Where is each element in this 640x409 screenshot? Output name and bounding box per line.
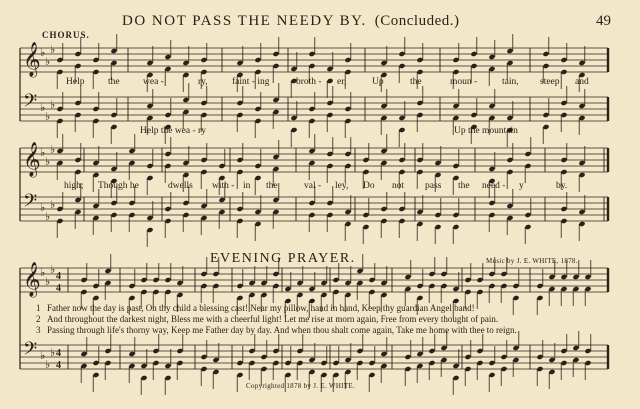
lyric-steep: steep bbox=[540, 77, 560, 87]
flat-sign-icon: ♭ bbox=[45, 276, 51, 288]
flat-sign-icon: ♭ bbox=[45, 56, 51, 68]
evening-prayer-title: EVENING PRAYER. bbox=[210, 251, 356, 266]
lyric-weary-2: ry, bbox=[198, 77, 208, 87]
time-signature: 4 bbox=[56, 271, 61, 282]
lyric-valley-2: ley, bbox=[335, 181, 349, 191]
time-signature: 4 bbox=[56, 348, 61, 359]
bass-clef-icon: 𝄢 bbox=[23, 339, 38, 364]
flat-sign-icon: ♭ bbox=[40, 102, 46, 114]
concluded-label: (Concluded.) bbox=[374, 13, 460, 29]
flat-sign-icon: ♭ bbox=[50, 99, 56, 111]
lyric-within-2: in bbox=[243, 181, 251, 191]
lyric-up: Up bbox=[372, 77, 384, 87]
page-number: 49 bbox=[596, 13, 611, 29]
lyric-fainting: faint - ing bbox=[232, 77, 270, 87]
verse-text: And throughout the darkest night, Bless me with a cheerful light! Let me rise at morn again, Free from every thought of pain. bbox=[47, 314, 499, 324]
chorus-label: CHORUS. bbox=[42, 30, 90, 40]
treble-clef-icon: 𝄞 bbox=[23, 262, 41, 297]
lyric-brother-2: er, bbox=[337, 77, 347, 87]
verse-2 bbox=[36, 314, 498, 324]
flat-sign-icon: ♭ bbox=[40, 350, 46, 362]
time-signature: 4 bbox=[56, 360, 61, 371]
lyric-not: not bbox=[392, 181, 405, 191]
flat-sign-icon: ♭ bbox=[50, 199, 56, 211]
lyric-mountain-2: tain, bbox=[502, 77, 519, 87]
lyric-valley-1: val - bbox=[304, 181, 322, 191]
lyric-the-4: the bbox=[458, 181, 470, 191]
treble-clef-icon: 𝄞 bbox=[23, 42, 41, 77]
lyric-the-3: the bbox=[266, 181, 278, 191]
flat-sign-icon: ♭ bbox=[45, 111, 51, 123]
lyric-weary-1: wea - bbox=[143, 77, 164, 87]
lyric-the: the bbox=[108, 77, 120, 87]
lyric-the-2: the bbox=[410, 77, 422, 87]
note-heads bbox=[56, 34, 591, 395]
lyric-dwells: dwells bbox=[168, 181, 193, 191]
time-signature: 4 bbox=[56, 283, 61, 294]
flat-sign-icon: ♭ bbox=[40, 267, 46, 279]
verse-number: 1 bbox=[36, 303, 41, 313]
flat-sign-icon: ♭ bbox=[40, 202, 46, 214]
flat-sign-icon: ♭ bbox=[50, 264, 56, 276]
bass-lyric-mountain: Up the mountain bbox=[454, 126, 518, 136]
treble-clef-icon: 𝄞 bbox=[23, 142, 41, 177]
bass-clef-icon: 𝄢 bbox=[23, 91, 38, 116]
flat-sign-icon: ♭ bbox=[40, 147, 46, 159]
lyric-mountain-1: moun - bbox=[450, 77, 478, 87]
bass-clef-icon: 𝄢 bbox=[23, 191, 38, 216]
verse-3 bbox=[36, 325, 517, 335]
lyric-though-he: Though he bbox=[98, 181, 139, 191]
verse-text: Passing through life's thorny way, Keep me Father day by day. And when thou shalt come again, Take me home with thee to reign. bbox=[47, 325, 517, 335]
flat-sign-icon: ♭ bbox=[40, 47, 46, 59]
copyright-notice: Copyrighted 1878 by J. E. WHITE. bbox=[246, 382, 356, 390]
lyric-within-1: with - bbox=[212, 181, 235, 191]
flat-sign-icon: ♭ bbox=[50, 44, 56, 56]
lyric-do: Do bbox=[363, 181, 375, 191]
verse-1 bbox=[36, 303, 475, 313]
flat-sign-icon: ♭ bbox=[50, 347, 56, 359]
lyric-needy-2: y bbox=[519, 181, 524, 191]
flat-sign-icon: ♭ bbox=[45, 359, 51, 371]
bass-lyric-help: Help the wea - ry bbox=[140, 126, 206, 136]
verse-number: 3 bbox=[36, 325, 41, 335]
verse-text: Father now the day is past, On thy child a blessing cast! Near my pillow, hand in hand, Keep thy guardian Angel band! bbox=[47, 303, 475, 313]
lyric-pass: pass bbox=[425, 181, 442, 191]
lyric-high: high; bbox=[64, 181, 84, 191]
flat-sign-icon: ♭ bbox=[50, 144, 56, 156]
lyric-brother-1: broth - bbox=[296, 77, 322, 87]
flat-sign-icon: ♭ bbox=[45, 156, 51, 168]
hymn-title-text: DO NOT PASS THE NEEDY BY. bbox=[122, 13, 367, 29]
lyric-and: and bbox=[575, 77, 589, 87]
lyric-by: by. bbox=[556, 181, 568, 191]
music-credit: Music by J. E. WHITE, 1878. bbox=[486, 257, 578, 265]
lyric-needy-1: need - bbox=[482, 181, 506, 191]
flat-sign-icon: ♭ bbox=[45, 211, 51, 223]
lyric-help: Help bbox=[66, 77, 85, 87]
verse-number: 2 bbox=[36, 314, 41, 324]
